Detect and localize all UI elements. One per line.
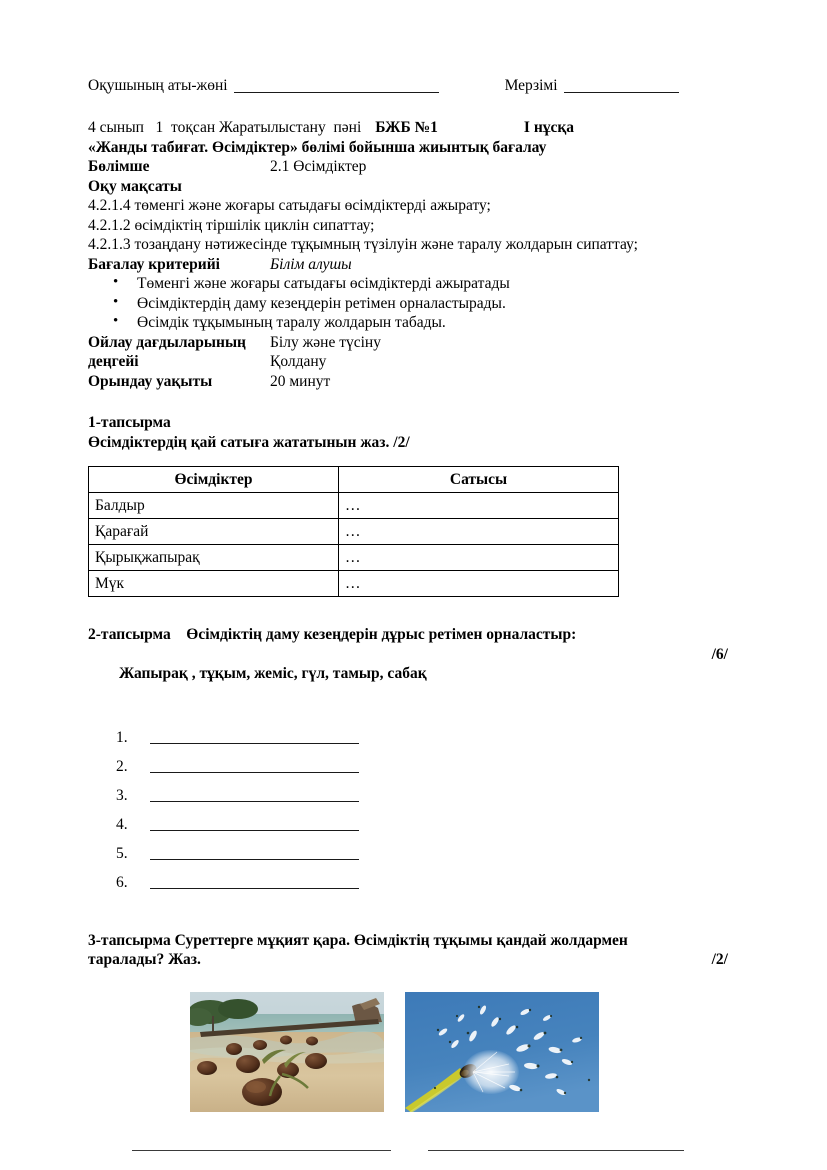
task-1-heading: 1-тапсырма — [88, 414, 171, 431]
answer-blank[interactable] — [150, 816, 359, 831]
answer-line-item[interactable] — [116, 729, 708, 758]
answer-blank[interactable] — [150, 729, 359, 744]
answer-blank[interactable] — [150, 787, 359, 802]
table-cell-answer[interactable]: … — [339, 493, 619, 519]
spacer-before-task1 — [88, 391, 708, 413]
task-3-heading-line2: таралады? Жаз. — [88, 951, 201, 968]
table-cell-plant: Қырықжапырақ — [89, 545, 339, 571]
subsection-row — [88, 157, 708, 177]
criteria-list-item: • Өсімдіктердің даму кезеңдерін ретімен орналастырады. — [113, 294, 708, 314]
criteria-list — [88, 274, 708, 333]
student-name-label: Оқушының аты-жөні — [88, 77, 228, 94]
beach-coconuts-photo — [190, 992, 384, 1112]
table-cell-answer[interactable]: … — [339, 571, 619, 597]
criteria-row — [88, 255, 708, 275]
date-label: Мерзімі — [504, 77, 558, 94]
task-3-answer-blank-2[interactable] — [428, 1150, 684, 1151]
criteria-key: Бағалау критерийі — [88, 255, 220, 273]
objective-item-2: 4.2.1.2 өсімдіктің тіршілік циклін сипаттау; — [88, 216, 375, 234]
answer-line-item[interactable] — [116, 845, 708, 874]
date-blank[interactable] — [564, 92, 679, 93]
table-row — [89, 545, 619, 571]
duration-key: Орындау уақыты — [88, 372, 213, 390]
answer-blank[interactable] — [150, 874, 359, 889]
table-row — [89, 519, 619, 545]
spacer-before-task3 — [88, 903, 708, 931]
duration-value: 20 минут — [270, 372, 331, 390]
table-header-row — [89, 467, 619, 493]
spacer-before-task2 — [88, 597, 708, 625]
objectives-key: Оқу мақсаты — [88, 177, 182, 195]
thinking-level-row-1 — [88, 333, 708, 353]
task-3 — [88, 931, 728, 1158]
table-cell-answer[interactable]: … — [339, 519, 619, 545]
thinking-level-value-line2: Қолдану — [270, 353, 327, 370]
subsection-key: Бөлімше — [88, 158, 150, 175]
table-row — [89, 493, 619, 519]
task-3-heading-line2-row — [88, 950, 728, 970]
thinking-level-value-line1: Білу және түсіну — [270, 333, 381, 351]
answer-blank[interactable] — [150, 845, 359, 860]
criteria-value: Білім алушы — [270, 255, 352, 273]
criteria-list-item: • Өсімдік тұқымының таралу жолдарын табады. — [113, 313, 708, 333]
criteria-list-item: • Төменгі және жоғары сатыдағы өсімдіктерді ажыратады — [113, 274, 708, 294]
grade-term-row — [88, 118, 708, 138]
answer-line-item[interactable] — [116, 874, 708, 903]
task-2 — [88, 625, 728, 903]
thinking-level-key-line1: Ойлау дағдыларының — [88, 333, 246, 351]
table-cell-plant: Мүк — [89, 571, 339, 597]
task-2-heading: 2-тапсырма Өсімдіктің даму кезеңдерін дұрыс ретімен орналастыр: — [88, 626, 577, 643]
table-row — [89, 571, 619, 597]
task-2-words: Жапырақ , тұқым, жеміс, гүл, тамыр, сабақ — [119, 665, 427, 682]
table-cell-plant: Балдыр — [89, 493, 339, 519]
subsection-value: 2.1 Өсімдіктер — [270, 158, 367, 175]
grade-term-text: 4 сынып 1 тоқсан Жаратылыстану пәні — [88, 119, 362, 136]
task-2-score: /6/ — [711, 645, 728, 663]
thinking-level-row-2 — [88, 352, 708, 372]
table-header-stage: Сатысы — [339, 467, 619, 493]
dandelion-seeds-photo — [405, 992, 599, 1112]
variant-label: I нұсқа — [523, 119, 575, 136]
task-2-answer-list — [88, 729, 708, 903]
table-cell-plant: Қарағай — [89, 519, 339, 545]
task-3-score: /2/ — [711, 951, 728, 968]
task-1-prompt: Өсімдіктердің қай сатыға жататынын жаз. /2/ — [88, 433, 410, 451]
task-3-image-row — [88, 992, 708, 1112]
student-header-row — [88, 76, 708, 96]
answer-blank[interactable] — [150, 758, 359, 773]
task-3-answer-lines — [88, 1140, 708, 1158]
task-2-words-row — [88, 645, 728, 723]
assessment-code: БЖБ №1 — [375, 119, 438, 136]
student-name-blank[interactable] — [234, 92, 439, 93]
answer-line-item[interactable] — [116, 787, 708, 816]
task-3-heading-line1: 3-тапсырма Суреттерге мұқият қара. Өсімдіктің тұқымы қандай жолдармен — [88, 931, 628, 949]
plants-table — [88, 466, 619, 597]
document-body — [88, 76, 728, 1158]
answer-line-item[interactable] — [116, 758, 708, 787]
answer-line-item[interactable] — [116, 816, 708, 845]
objective-item-3: 4.2.1.3 тозаңдану нәтижесінде тұқымның түзілуін және таралу жолдарын сипаттау; — [88, 236, 638, 253]
duration-row — [88, 372, 708, 392]
section-title: «Жанды табиғат. Өсімдіктер» бөлімі бойынша жиынтық бағалау — [88, 138, 547, 156]
objective-item-1: 4.2.1.4 төменгі және жоғары сатыдағы өсімдіктерді ажырату; — [88, 197, 491, 214]
task-1 — [88, 413, 708, 597]
task-3-answer-blank-1[interactable] — [132, 1150, 391, 1151]
thinking-level-key-line2: деңгейі — [88, 353, 139, 370]
assessment-meta-block — [88, 118, 708, 391]
table-header-plants: Өсімдіктер — [89, 467, 339, 493]
table-cell-answer[interactable]: … — [339, 545, 619, 571]
